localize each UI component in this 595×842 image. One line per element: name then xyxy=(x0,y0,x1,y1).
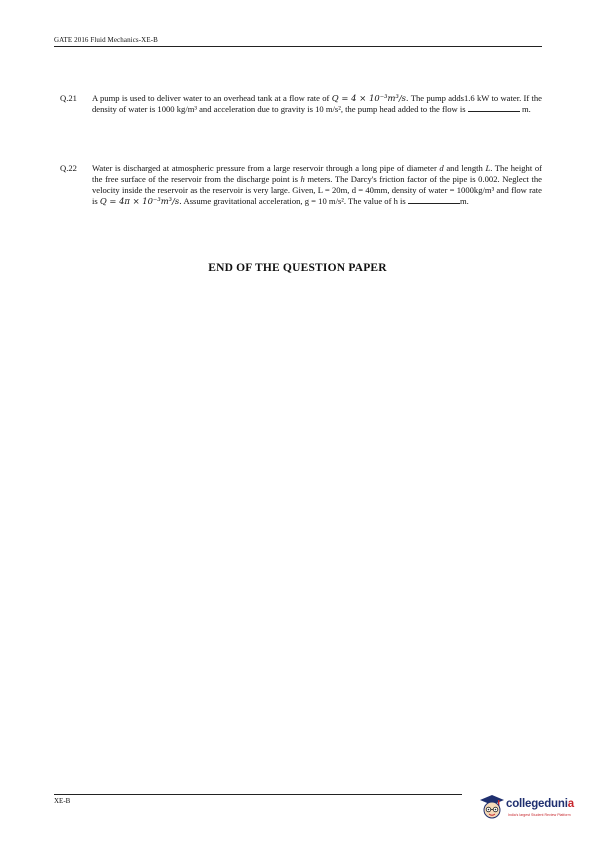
variable-h: h xyxy=(300,174,305,184)
question-text-part: The pump adds1.6 kW to water. If the density of water is 1000 kg/m³ and acceleration due to gravity is 10 m/s², the pump head added to the flow is xyxy=(92,93,542,114)
header-rule xyxy=(54,46,542,47)
end-of-paper-title: END OF THE QUESTION PAPER xyxy=(208,262,387,274)
answer-blank xyxy=(408,196,460,204)
collegedunia-logo xyxy=(478,792,588,826)
page-footer: XE-B xyxy=(54,797,71,805)
answer-unit: m. xyxy=(459,196,469,206)
question-21 xyxy=(60,93,542,115)
question-text-part: Water is discharged at atmospheric pressure from a large reservoir through a long pipe of diameter xyxy=(92,163,437,173)
question-text-part: . The height of the free surface of the reservoir from the discharge point is xyxy=(92,163,543,184)
logo-wordmark: collegedunia xyxy=(506,798,574,810)
variable-d: d xyxy=(439,163,444,173)
page-header: GATE 2016 Fluid Mechanics-XE-B xyxy=(54,36,158,44)
answer-blank xyxy=(468,104,520,112)
footer-rule xyxy=(54,794,462,795)
variable-l: L xyxy=(485,163,491,173)
answer-unit: m. xyxy=(521,104,531,114)
question-22 xyxy=(60,163,542,207)
question-text-part: meters. The Darcy's friction factor of the pipe is 0.002. Neglect the velocity inside the reservoir as the reservoir is very large. Given, L = 20m, d = 40mm, density of water = 1000kg/m³ and flow rate is xyxy=(92,174,542,206)
logo-tagline: India's largest Student Review Platform xyxy=(508,813,571,817)
question-text-part: A pump is used to deliver water to an overhead tank at a flow rate of xyxy=(92,93,330,103)
question-text xyxy=(92,93,542,115)
flow-rate-formula: Q = 4π × 10⁻³m³/s. xyxy=(99,196,182,206)
question-text-part: Assume gravitational acceleration, g = 10 m/s². The value of h is xyxy=(183,196,406,206)
flow-rate-formula: Q = 4 × 10⁻³m³/s. xyxy=(331,93,409,103)
graduate-mascot-icon xyxy=(478,792,506,822)
question-text-part: and length xyxy=(446,163,483,173)
question-number: Q.21 xyxy=(60,93,77,103)
question-number: Q.22 xyxy=(60,163,77,173)
question-text xyxy=(92,163,542,207)
